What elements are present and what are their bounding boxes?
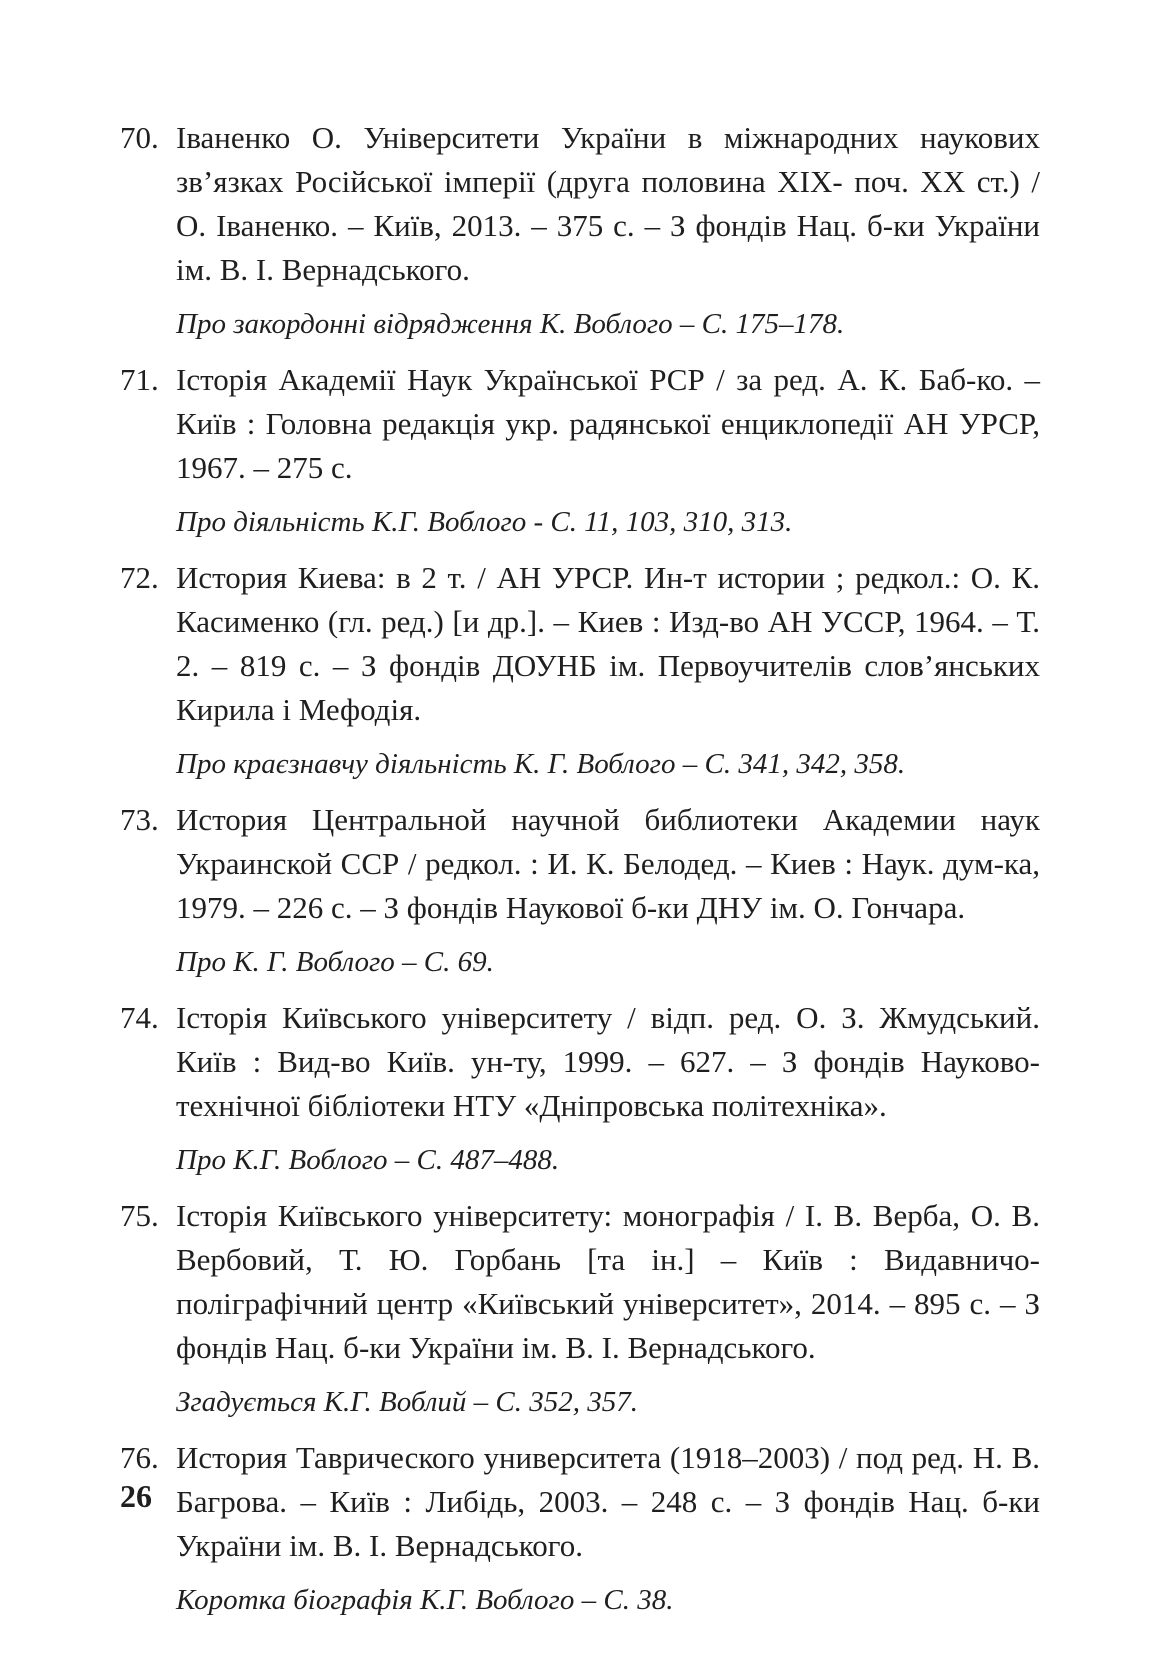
entry-note: Про К.Г. Воблого – С. 487–488.: [176, 1144, 560, 1176]
bibliography-entry: [120, 116, 1040, 346]
entry-number: 74.: [120, 1000, 159, 1035]
entry-note: Про діяльність К.Г. Воблого - С. 11, 103, 310, 313.: [176, 506, 793, 538]
bibliography-entry: [120, 1436, 1040, 1622]
entry-note: Про К. Г. Воблого – С. 69.: [176, 946, 494, 978]
entry-citation: История Киева: в 2 т. / АН УРСР. Ин-т истории ; редкол.: О. К. Касименко (гл. ред.) [и др.]. – Киев : Изд-во АН УССР, 1964. – Т. 2. – 819 с. – З фондів ДОУНБ ім. Первоучителів слов’янських Кирила і Мефодія.: [176, 560, 1040, 727]
bibliography-entry: [120, 1194, 1040, 1424]
entry-number: 73.: [120, 802, 159, 837]
bibliography-entry: [120, 798, 1040, 984]
bibliography-entry: [120, 996, 1040, 1182]
bibliography-entry: [120, 556, 1040, 786]
entry-number: 71.: [120, 362, 159, 397]
bibliography-list: [120, 116, 1040, 1622]
entry-note: Згадується К.Г. Воблий – С. 352, 357.: [176, 1386, 638, 1418]
entry-citation: История Центральной научной библиотеки Академии наук Украинской ССР / редкол. : И. К. Белодед. – Киев : Наук. дум-ка, 1979. – 226 с. – З фондів Наукової б-ки ДНУ ім. О. Гончара.: [176, 802, 1040, 925]
entry-note: Про закордонні відрядження К. Воблого – С. 175–178.: [176, 308, 845, 340]
entry-number: 72.: [120, 560, 159, 595]
entry-number: 70.: [120, 120, 159, 155]
page-number: 26: [120, 1478, 152, 1514]
entry-note: Про краєзнавчу діяльність К. Г. Воблого – С. 341, 342, 358.: [176, 748, 906, 780]
entry-citation: История Таврического университета (1918–2003) / под ред. Н. В. Багрова. – Київ : Либідь, 2003. – 248 с. – З фондів Нац. б-ки України ім. В. І. Вернадського.: [176, 1440, 1040, 1563]
bibliography-entry: [120, 358, 1040, 544]
entry-note: Коротка біографія К.Г. Воблого – С. 38.: [176, 1584, 674, 1616]
entry-citation: Історія Київського університету / відп. ред. О. З. Жмудський. Київ : Вид-во Київ. ун-ту, 1999. – 627. – З фондів Науково-технічної бібліотеки НТУ «Дніпровська політехніка».: [176, 1000, 1040, 1123]
entry-number: 75.: [120, 1198, 159, 1233]
entry-number: 76.: [120, 1440, 159, 1475]
entry-citation: Іваненко О. Університети України в міжнародних наукових зв’язках Російської імперії (друга половина ХІХ- поч. ХХ ст.) / О. Іваненко. – Київ, 2013. – 375 с. – З фондів Нац. б-ки України ім. В. І. Вернадського.: [176, 120, 1040, 287]
entry-citation: Історія Академії Наук Української РСР / за ред. А. К. Баб-ко. – Київ : Головна редакція укр. радянської енциклопедії АН УРСР, 1967. – 275 с.: [176, 362, 1040, 485]
entry-citation: Історія Київського університету: монографія / І. В. Верба, О. В. Вербовий, Т. Ю. Горбань [та ін.] – Київ : Видавничо-поліграфічний центр «Київський університет», 2014. – 895 с. – З фондів Нац. б-ки України ім. В. І. Вернадського.: [176, 1198, 1040, 1365]
